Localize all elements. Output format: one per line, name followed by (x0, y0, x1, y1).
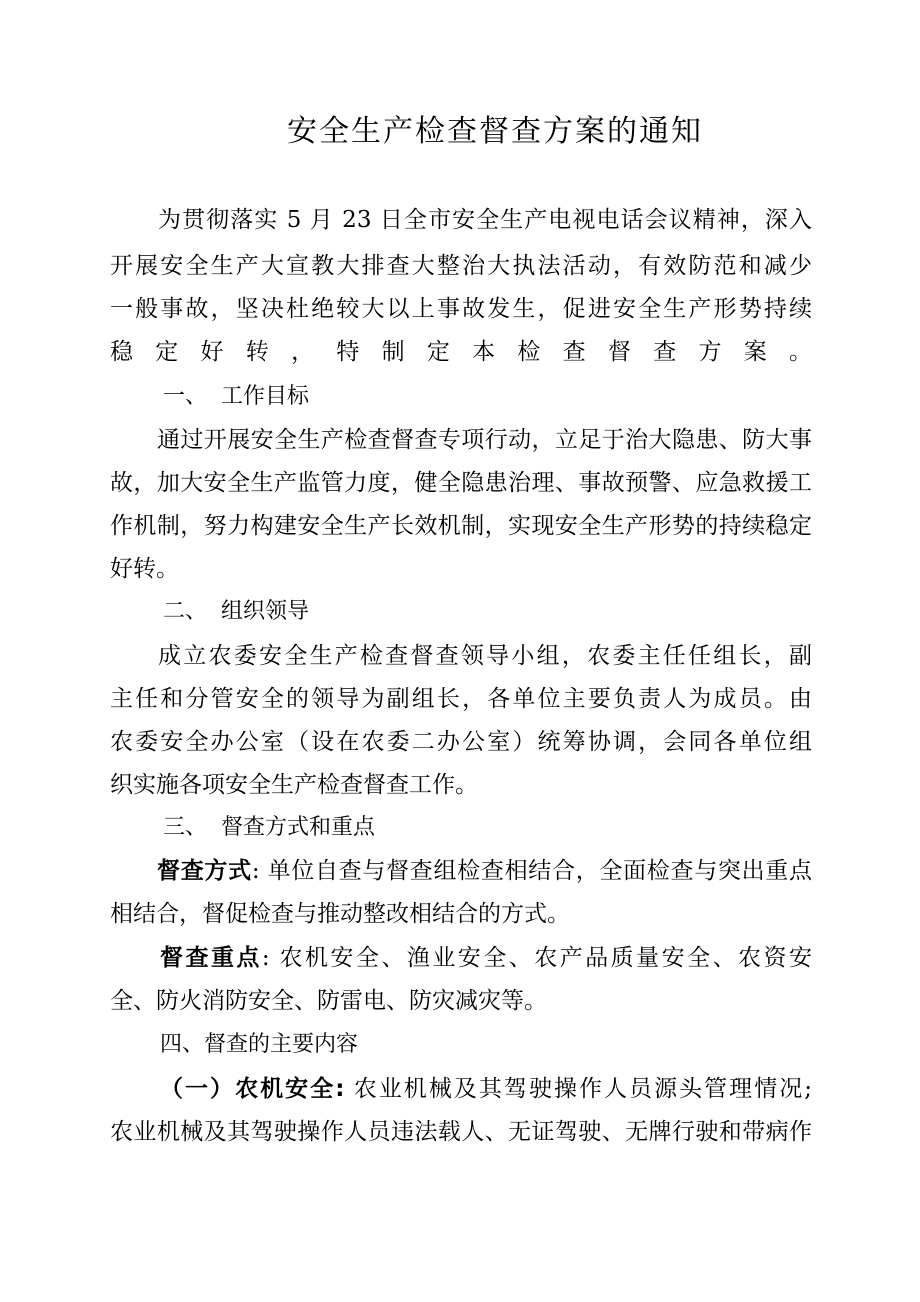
goals-line-1: 通过开展安全生产检查督查专项行动，立足于治大隐患、防大事 (157, 427, 812, 453)
section-heading-methods: 三、 督查方式和重点 (163, 815, 375, 840)
focus-label: 督查重点 (160, 944, 262, 971)
item-text-farm-machinery: 农业机械及其驾驶操作人员源头管理情况; (344, 1076, 813, 1102)
section-heading-goals: 一、 工作目标 (163, 384, 309, 409)
methods-line-1 (157, 849, 812, 893)
contents-item-line-1 (160, 1067, 812, 1111)
goals-line-2: 故，加大安全生产监管力度，健全隐患治理、事故预警、应急救援工 (110, 470, 812, 496)
methods-text: : 单位自查与督查组检查相结合，全面检查与突出重点 (251, 858, 813, 884)
goals-line-4: 好转。 (110, 556, 179, 582)
goals-line-3: 作机制，努力构建安全生产长效机制，实现安全生产形势的持续稳定 (110, 513, 812, 539)
intro-line-4: 稳定好转，特制定本检查督查方案。 (110, 339, 812, 365)
focus-line-2: 全、防火消防安全、防雷电、防灾减灾等。 (110, 988, 547, 1014)
intro-line-2: 开展安全生产大宣教大排查大整治大执法活动，有效防范和减少 (110, 253, 812, 279)
methods-label: 督查方式 (157, 857, 252, 884)
item-label-farm-machinery: （一）农机安全: (160, 1076, 345, 1102)
focus-text: : 农机安全、渔业安全、农产品质量安全、农资安 (261, 945, 813, 971)
organization-line-4: 织实施各项安全生产检查督查工作。 (110, 772, 478, 798)
organization-line-1: 成立农委安全生产检查督查领导小组，农委主任任组长，副 (158, 643, 812, 669)
contents-item-line-2: 农业机械及其驾驶操作人员违法载人、无证驾驶、无牌行驶和带病作 (110, 1119, 812, 1145)
section-heading-organization: 二、 组织领导 (163, 599, 309, 624)
intro-line-3: 一般事故，坚决杜绝较大以上事故发生，促进安全生产形势持续 (110, 296, 812, 322)
organization-line-3: 农委安全办公室（设在农委二办公室）统筹协调，会同各单位组 (110, 729, 812, 755)
methods-line-2: 相结合，督促检查与推动整改相结合的方式。 (110, 901, 570, 927)
organization-line-2: 主任和分管安全的领导为副组长，各单位主要负责人为成员。由 (110, 686, 812, 712)
section-heading-contents: 四、督查的主要内容 (160, 1032, 359, 1057)
focus-line-1 (160, 936, 812, 980)
intro-line-1: 为贯彻落实 5 月 23 日全市安全生产电视电话会议精神，深入 (158, 207, 812, 233)
document-title: 安全生产检查督查方案的通知 (287, 114, 703, 149)
